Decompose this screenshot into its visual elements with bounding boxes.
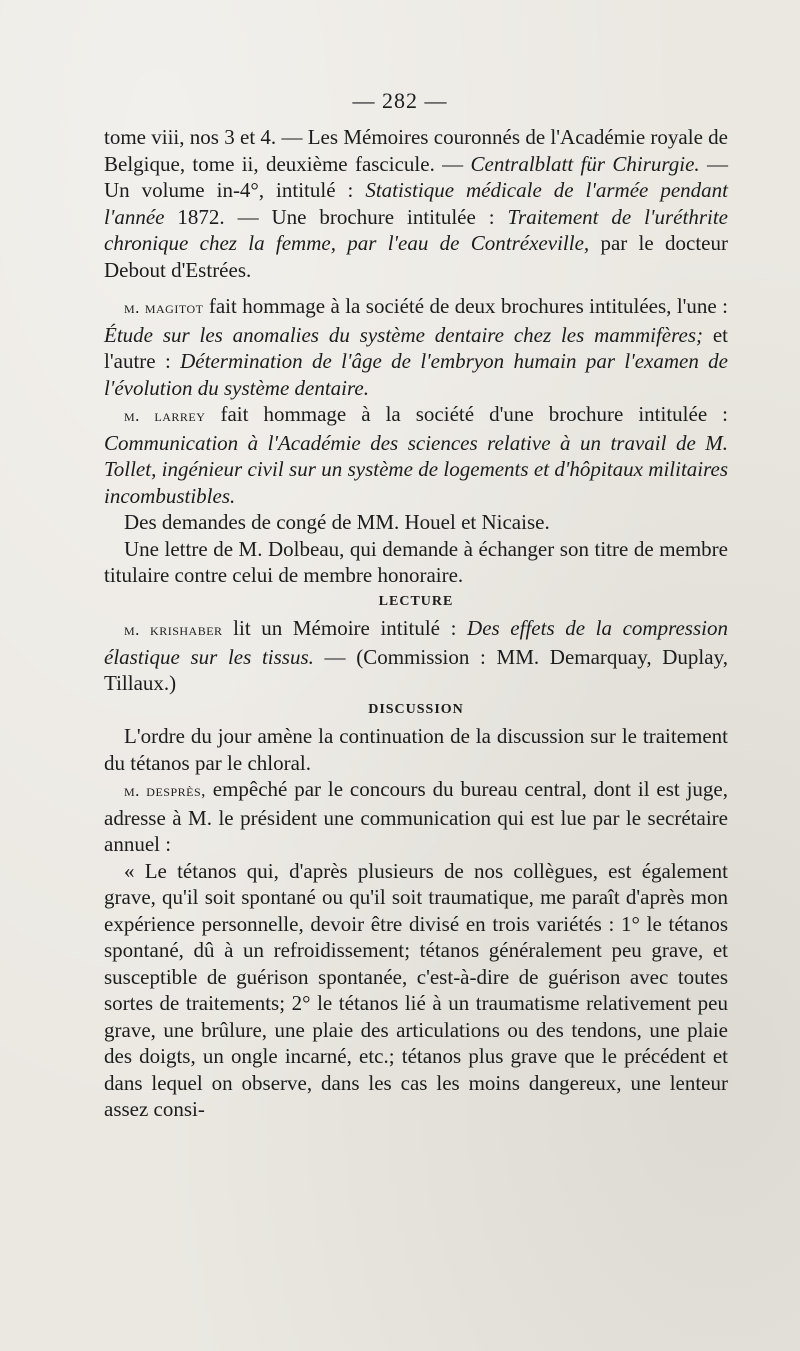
text-run: — Un volume in-4°, intitulé : bbox=[104, 151, 729, 202]
heading-lecture: LECTURE bbox=[378, 593, 454, 609]
italic-title: Des effets de la compression élastique sur les tissus. bbox=[104, 616, 728, 669]
speaker-name: m. magitot bbox=[124, 298, 204, 317]
text-run: lit un Mémoire intitulé : bbox=[222, 616, 468, 640]
paragraph-leave-requests: Des demandes de congé de MM. Houel et Nicaise. bbox=[124, 510, 550, 534]
paragraph-despres bbox=[104, 776, 728, 858]
body-text bbox=[104, 124, 728, 1123]
italic-title: Communication à l'Académie des sciences relative à un travail de M. Tollet, ingénieur civil sur un système de logements et d'hôpitaux militaires incombustibles. bbox=[104, 430, 728, 508]
italic-title: Étude sur les anomalies du système dentaire chez les mammifères; bbox=[104, 322, 703, 347]
text-run: fait hommage à la société d'une brochure intitulée : bbox=[205, 402, 728, 426]
paragraph-tetanos-communication: « Le tétanos qui, d'après plusieurs de nos collègues, est également grave, qu'il soit spontané ou qu'il soit traumatique, me paraît d'après mon expérience personnelle, devoir être divisé en trois variétés : 1° le tétanos spontané, dû à un refroidissement; tétanos généralement peu grave, et susceptible de guérison spontanée, c'est-à-dire de guérison avec toutes sortes de traitements; 2° le tétanos lié à un traumatisme relativement peu grave, une brûlure, une plaie des articulations ou des tendons, une plaie des doigts, un ongle incarné, etc.; tétanos plus grave que le précédent et dans lequel on observe, dans les cas les moins dangereux, une lenteur assez consi- bbox=[104, 858, 728, 1121]
text-run: 1872. — Une brochure intitulée : bbox=[164, 204, 508, 229]
italic-title: Centralblatt für Chirurgie. bbox=[470, 151, 700, 176]
paragraph-gifts bbox=[104, 124, 728, 283]
italic-title: Traitement de l'uréthrite chronique chez la femme, par l'eau de Contréxeville, bbox=[104, 204, 729, 255]
italic-title: Détermination de l'âge de l'embryon humain par l'examen de l'évolution du système dentaire. bbox=[104, 349, 729, 400]
text-run: fait hommage à la société de deux brochures intitulées, l'une : bbox=[203, 294, 729, 318]
paragraph-order-of-day: L'ordre du jour amène la continuation de la discussion sur le traitement du tétanos par le chloral. bbox=[104, 724, 728, 775]
text-run: empêché par le concours du bureau central, dont il est juge, adresse à M. le président une communication qui est lue par le secrétaire annuel : bbox=[104, 777, 728, 856]
paragraph-dolbeau-letter: Une lettre de M. Dolbeau, qui demande à échanger son titre de membre titulaire contre celui de membre honoraire. bbox=[104, 536, 728, 587]
heading-discussion: DISCUSSION bbox=[368, 701, 464, 717]
text-run: par le docteur Debout d'Estrées. bbox=[104, 231, 728, 282]
text-run: tome viii, nos 3 et 4. — Les Mémoires couronnés de l'Académie royale de Belgique, tome ii, deuxième fascicule. — bbox=[104, 125, 728, 176]
paragraph-magitot bbox=[104, 293, 728, 401]
speaker-name: m. desprès, bbox=[124, 781, 206, 800]
speaker-name: m. krishaber bbox=[124, 620, 223, 639]
paragraph-krishaber bbox=[104, 615, 728, 697]
speaker-name: m. larrey bbox=[124, 406, 206, 425]
text-run: — (Commission : MM. Demarquay, Duplay, Tillaux.) bbox=[104, 644, 728, 695]
italic-title: Statistique médicale de l'armée pendant l'année bbox=[104, 178, 728, 229]
page-number: — 282 — bbox=[352, 88, 448, 113]
text-run: et l'autre : bbox=[104, 322, 728, 373]
paragraph-larrey bbox=[104, 401, 728, 509]
